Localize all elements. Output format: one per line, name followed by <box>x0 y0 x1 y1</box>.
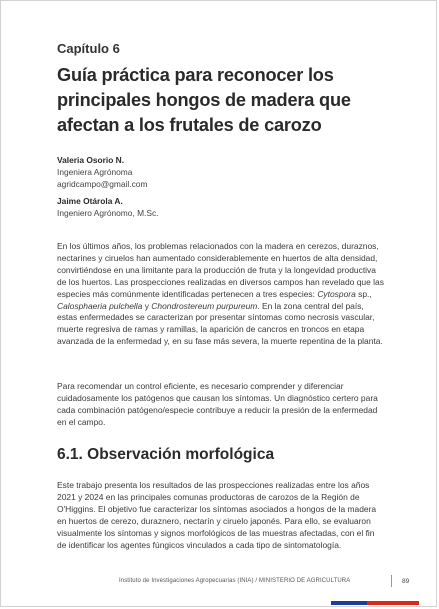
intro-paragraph-2: Para recomendar un control eficiente, es necesario comprender y diferenciar cuidadosamente los patógenos que causan los síntomas. Un diagnóstico certero para cada combinación patógeno/especie contribuye a reducir la presión de la enfermedad en el campo. <box>57 381 378 427</box>
author-name: Valeria Osorio N. <box>57 155 125 165</box>
flag-blue-stripe <box>331 601 367 605</box>
footer-institution: Instituto de Investigaciones Agropecuarias (INIA) / MINISTERIO DE AGRICULTURA <box>119 578 351 584</box>
text-run: . En la zona central del país, estas enfermedades se caracterizan por presentar síntomas como necrosis vascular, muerte regresiva de ramas y ramillas, la aparición de cancros en troncos en etapa avanzada de la enfermedad y, en su fase más severa, la muerte repentina de la planta. <box>57 300 383 347</box>
species-name: Cytospora <box>317 288 356 299</box>
chapter-label: Capítulo 6 <box>57 41 120 56</box>
page-number: 89 <box>402 578 410 585</box>
author-name: Jaime Otárola A. <box>57 196 123 206</box>
author-block <box>57 195 159 219</box>
section-paragraph: Este trabajo presenta los resultados de las prospecciones realizadas entre los años 2021 y 2024 en las principales comunas productoras de carozos de la Región de O'Higgins. El objetivo fue caracterizar los síntomas asociados a hongos de la madera en huertos de cerezo, duraznero, nectarín y ciruelo japonés. Para ello, se evaluaron visualmente los síntomas y signos morfológicos de las muestras afectadas, con el fin de identificar los agentes fúngicos vinculados a cada tipo de sintomatología. <box>57 480 377 550</box>
flag-red-stripe <box>367 601 419 605</box>
intro-paragraph-1 <box>57 241 385 348</box>
footer-divider <box>391 575 392 587</box>
author-role: Ingeniera Agrónoma <box>57 167 133 177</box>
text-run: sp., <box>355 288 372 299</box>
species-name: Calosphaeria pulchella <box>57 300 143 311</box>
author-role: Ingeniero Agrónomo, M.Sc. <box>57 208 159 218</box>
author-email: agridcampo@gmail.com <box>57 179 148 189</box>
text-run: y <box>142 300 152 311</box>
flag-stripe <box>331 601 419 605</box>
text-run: En los últimos años, los problemas relacionados con la madera en cerezos, duraznos, nectarines y ciruelos han aumentado considerablemente en huertos de alta densidad, convirtiéndose en una limitante para la producción de fruta y la longevidad productiva de los huertos. Las prospecciones realizadas en diversos campos han revelado que las especies más comúnmente identificadas pertenecen a tres especies: <box>57 241 384 299</box>
section-heading: 6.1. Observación morfológica <box>57 446 275 463</box>
chapter-title: Guía práctica para reconocer los principales hongos de madera que afectan a los frutales de carozo <box>57 65 351 135</box>
author-block <box>57 154 147 190</box>
species-name: Chondrostereum purpureum <box>151 300 258 311</box>
